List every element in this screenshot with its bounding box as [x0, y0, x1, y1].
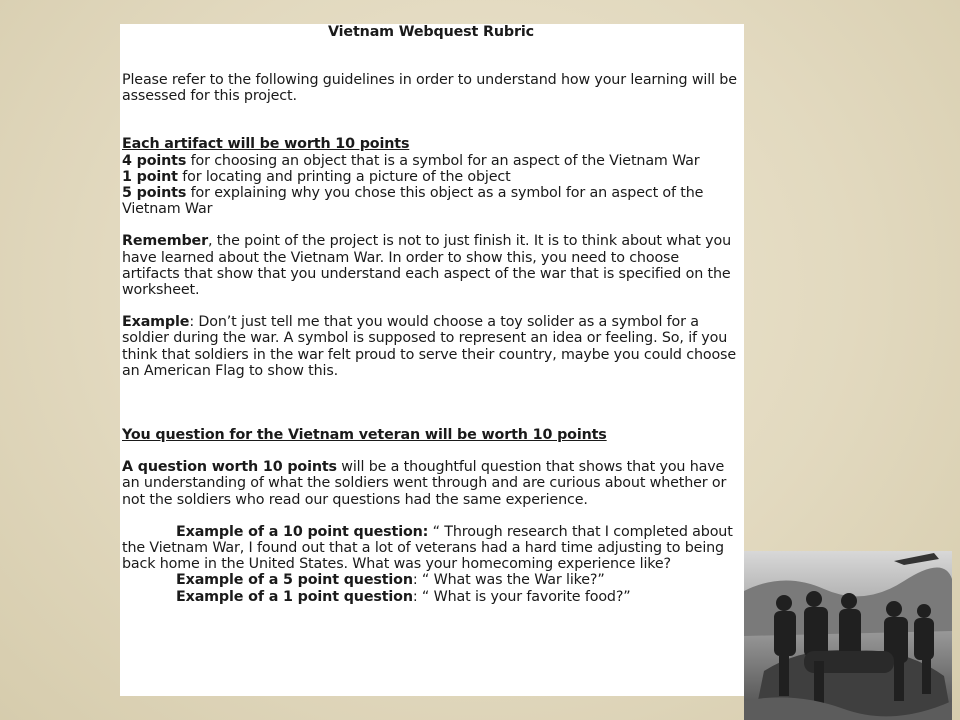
example-paragraph: Example: Don’t just tell me that you would choose a toy solider as a symbol for a soldier during the war. A symbol is supposed to represent an idea or feeling. So, if you think that soldiers in the war felt proud to serve their country, maybe you could choose an American Flag to show this.	[122, 314, 737, 379]
soldiers-photo-icon	[744, 551, 952, 720]
document-title: Vietnam Webquest Rubric	[328, 24, 534, 40]
artifact-heading: Each artifact will be worth 10 points	[122, 136, 410, 153]
remember-paragraph: Remember, the point of the project is not to just finish it. It is to think about what you have learned about the Vietnam War. In order to show this, you need to choose artifacts that show that you understand each aspect of the war that is specified on the worksheet.	[122, 233, 731, 299]
soldiers-photo	[744, 551, 952, 720]
rubric-document	[120, 24, 744, 696]
question-paragraph: A question worth 10 points will be a thoughtful question that shows that you have an understanding of what the soldiers went through and are curious about whether or not the soldiers who read our questions had the same experience.	[122, 459, 727, 508]
artifact-item: 4 points for choosing an object that is a symbol for an aspect of the Vietnam War	[122, 152, 700, 169]
artifact-item: 1 point for locating and printing a picture of the object	[122, 168, 511, 185]
question-example: Example of a 10 point question: “ Through research that I completed about the Vietnam War, I found out that a lot of veterans had a hard time adjusting to being back home in the United States. What was your homecoming experience like?	[122, 523, 733, 573]
intro-paragraph: Please refer to the following guidelines in order to understand how your learning will be assessed for this project.	[122, 72, 737, 105]
question-heading: You question for the Vietnam veteran will be worth 10 points	[122, 427, 607, 444]
question-example: Example of a 5 point question: “ What was the War like?”	[176, 572, 605, 589]
question-example: Example of a 1 point question: “ What is your favorite food?”	[176, 588, 631, 605]
artifact-item: 5 points for explaining why you chose this object as a symbol for an aspect of the Vietnam War	[122, 185, 704, 218]
